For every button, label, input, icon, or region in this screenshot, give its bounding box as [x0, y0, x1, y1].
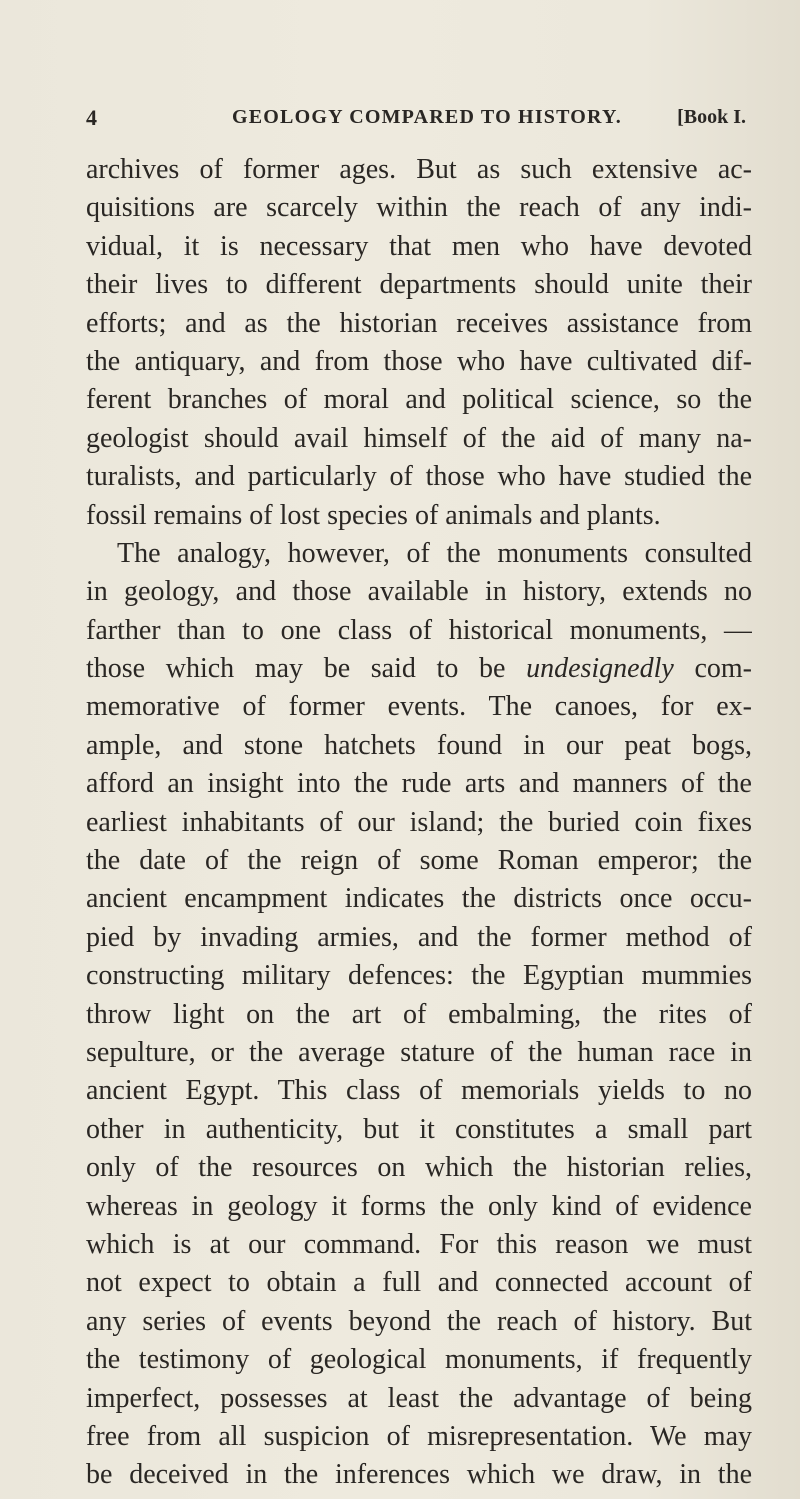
page-number: 4	[86, 105, 97, 130]
text-line: quisitions are scarcely within the reach of any indi-	[86, 192, 752, 224]
text-line: archives of former ages. But as such extensive ac-	[86, 154, 752, 185]
text-line: any series of events beyond the reach of history. But	[86, 1305, 752, 1337]
text-line: memorative of former events. The canoes, for ex-	[86, 691, 752, 723]
text-line: other in authenticity, but it constitutes a small part	[86, 1113, 752, 1145]
body-text	[86, 151, 752, 1495]
text-line: ferent branches of moral and political science, so the	[86, 384, 752, 416]
text-line: their lives to different departments should unite their	[86, 269, 752, 301]
text-line: ancient encampment indicates the districts once occu-	[86, 883, 752, 915]
emphasis-word: undesignedly	[526, 653, 674, 685]
text-line: geologist should avail himself of the aid of many na-	[86, 422, 752, 454]
text-line: pied by invading armies, and the former method of	[86, 921, 752, 953]
text-line: efforts; and as the historian receives assistance from	[86, 307, 752, 339]
text-line: throw light on the art of embalming, the rites of	[86, 998, 752, 1030]
text-line: constructing military defences: the Egyptian mummies	[86, 960, 752, 992]
running-head	[86, 105, 746, 137]
running-title: GEOLOGY COMPARED TO HISTORY.	[232, 106, 623, 128]
text-line: whereas in geology it forms the only kind of evidence	[86, 1190, 752, 1222]
text-line-with-emphasis	[86, 650, 752, 688]
text-line: earliest inhabitants of our island; the buried coin fixes	[86, 806, 752, 838]
text-line: turalists, and particularly of those who have studied the	[86, 461, 752, 493]
text-segment: those which may be said to be	[86, 653, 506, 685]
paragraph-first-line: The analogy, however, of the monuments consulted	[117, 537, 752, 569]
text-line: fossil remains of lost species of animals and plants.	[86, 499, 661, 531]
text-line: which is at our command. For this reason we must	[86, 1228, 752, 1260]
text-line: the antiquary, and from those who have cultivated dif-	[86, 345, 752, 377]
text-line: ancient Egypt. This class of memorials yields to no	[86, 1075, 752, 1107]
text-line: the testimony of geological monuments, if frequently	[86, 1344, 752, 1376]
text-line: be deceived in the inferences which we draw, in the	[86, 1459, 752, 1491]
text-line: sepulture, or the average stature of the human race in	[86, 1036, 752, 1068]
text-line: the date of the reign of some Roman emperor; the	[86, 845, 752, 877]
text-line: ample, and stone hatchets found in our peat bogs,	[86, 729, 752, 761]
text-line: imperfect, possesses at least the advantage of being	[86, 1382, 752, 1414]
text-line: farther than to one class of historical monuments, —	[86, 614, 752, 646]
book-reference: [Book I.	[677, 106, 746, 128]
text-line: not expect to obtain a full and connected account of	[86, 1267, 752, 1299]
text-segment: com-	[694, 653, 752, 685]
text-line: only of the resources on which the historian relies,	[86, 1152, 752, 1184]
text-line: afford an insight into the rude arts and manners of the	[86, 768, 752, 800]
text-line: free from all suspicion of misrepresentation. We may	[86, 1420, 752, 1452]
text-line: vidual, it is necessary that men who have devoted	[86, 230, 752, 262]
text-line: in geology, and those available in history, extends no	[86, 576, 752, 608]
